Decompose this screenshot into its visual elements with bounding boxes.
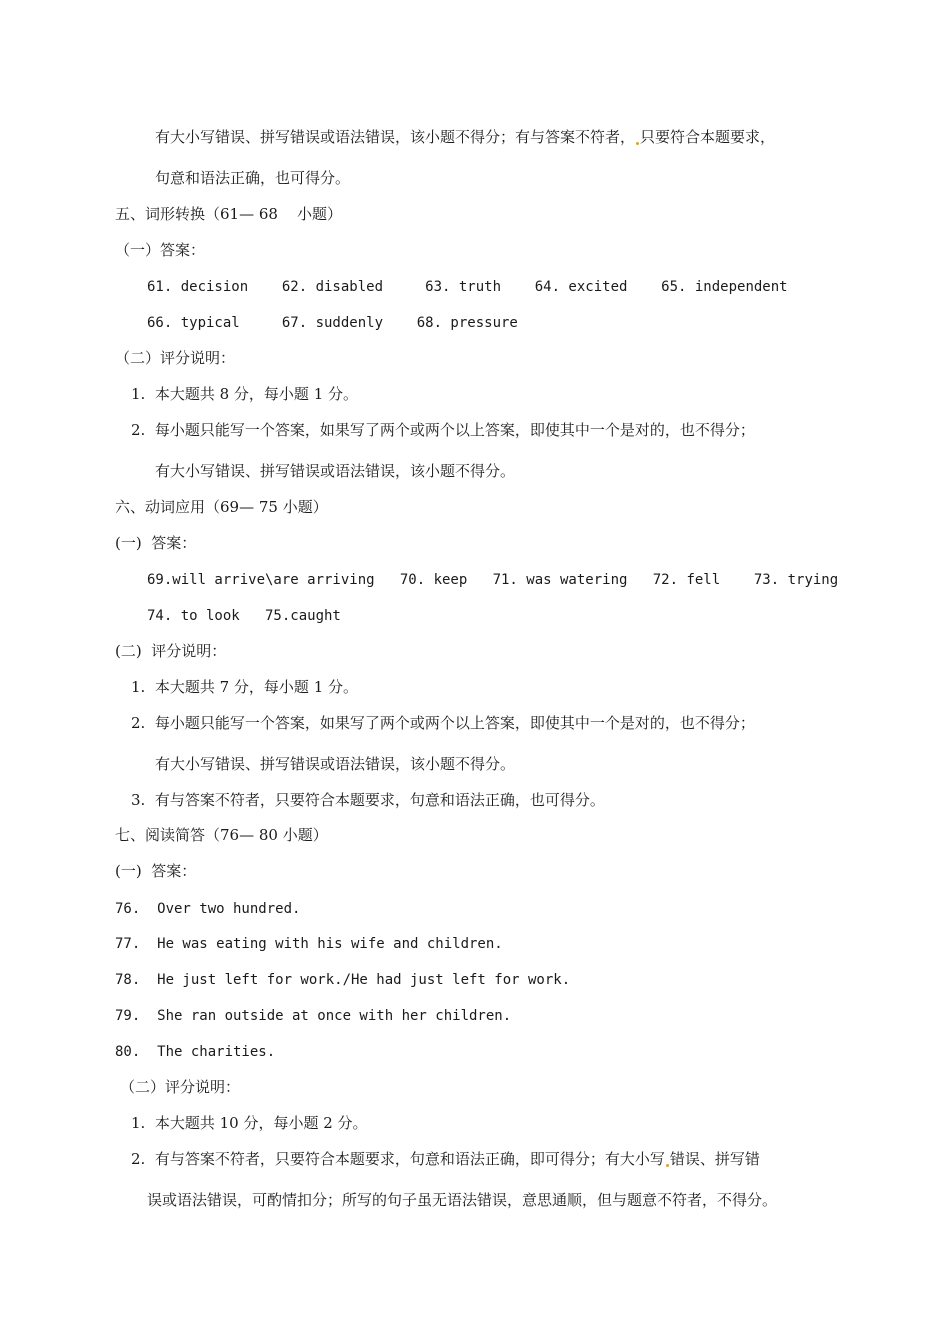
orange-dot-mark bbox=[666, 1164, 669, 1167]
section-heading: 六、动词应用（69— 75 小题） bbox=[115, 498, 328, 516]
line-text: 有大小写错误、拼写错误或语法错误，该小题不得分；有与答案不符者， bbox=[155, 128, 636, 146]
line-text: 2. 有与答案不符者，只要符合本题要求，句意和语法正确，即可得分；有大小写 bbox=[131, 1150, 665, 1168]
subsection-heading: (二) 评分说明： bbox=[115, 642, 227, 660]
text-line bbox=[131, 1149, 760, 1169]
rule-item: 2. 每小题只能写一个答案，如果写了两个或两个以上答案，即使其中一个是对的，也不得分； bbox=[131, 421, 755, 439]
line-text: 只要符合本题要求， bbox=[640, 128, 776, 146]
answer-line: 78. He just left for work./He had just left for work. bbox=[115, 972, 571, 988]
answers-line: 69.will arrive\are arriving 70. keep 71. was watering 72. fell 73. trying bbox=[147, 572, 839, 588]
subsection-heading: （二）评分说明： bbox=[120, 1078, 241, 1096]
section-heading: 五、词形转换（61— 68 小题） bbox=[115, 205, 343, 223]
rule-continuation: 误或语法错误，可酌情扣分；所写的句子虽无语法错误，意思通顺，但与题意不符者，不得分。 bbox=[147, 1191, 778, 1209]
rule-continuation: 有大小写错误、拼写错误或语法错误，该小题不得分。 bbox=[155, 462, 516, 480]
section-heading: 七、阅读简答（76— 80 小题） bbox=[115, 826, 328, 844]
rule-item: 1. 本大题共 7 分，每小题 1 分。 bbox=[131, 678, 359, 696]
orange-dot-mark bbox=[636, 142, 639, 145]
rule-item: 2. 每小题只能写一个答案，如果写了两个或两个以上答案，即使其中一个是对的，也不得分； bbox=[131, 714, 755, 732]
subsection-heading: (一) 答案： bbox=[115, 862, 197, 880]
subsection-heading: （二）评分说明： bbox=[115, 349, 236, 367]
subsection-heading: （一）答案： bbox=[115, 241, 206, 259]
answer-line: 76. Over two hundred. bbox=[115, 901, 301, 917]
answer-line: 80. The charities. bbox=[115, 1044, 276, 1060]
text-line: 句意和语法正确，也可得分。 bbox=[155, 169, 351, 187]
answer-line: 79. She ran outside at once with her children. bbox=[115, 1008, 512, 1024]
rule-item: 3. 有与答案不符者，只要符合本题要求，句意和语法正确，也可得分。 bbox=[131, 791, 605, 809]
text-line bbox=[155, 127, 775, 147]
answers-line: 66. typical 67. suddenly 68. pressure bbox=[147, 315, 518, 331]
rule-item: 1. 本大题共 8 分，每小题 1 分。 bbox=[131, 385, 359, 403]
subsection-heading: (一) 答案： bbox=[115, 534, 197, 552]
rule-item: 1. 本大题共 10 分，每小题 2 分。 bbox=[131, 1114, 368, 1132]
answers-line: 61. decision 62. disabled 63. truth 64. excited 65. independent bbox=[147, 279, 788, 295]
answers-line: 74. to look 75.caught bbox=[147, 608, 341, 624]
line-text: 错误、拼写错 bbox=[669, 1150, 760, 1168]
rule-continuation: 有大小写错误、拼写错误或语法错误，该小题不得分。 bbox=[155, 755, 516, 773]
answer-line: 77. He was eating with his wife and children. bbox=[115, 936, 503, 952]
